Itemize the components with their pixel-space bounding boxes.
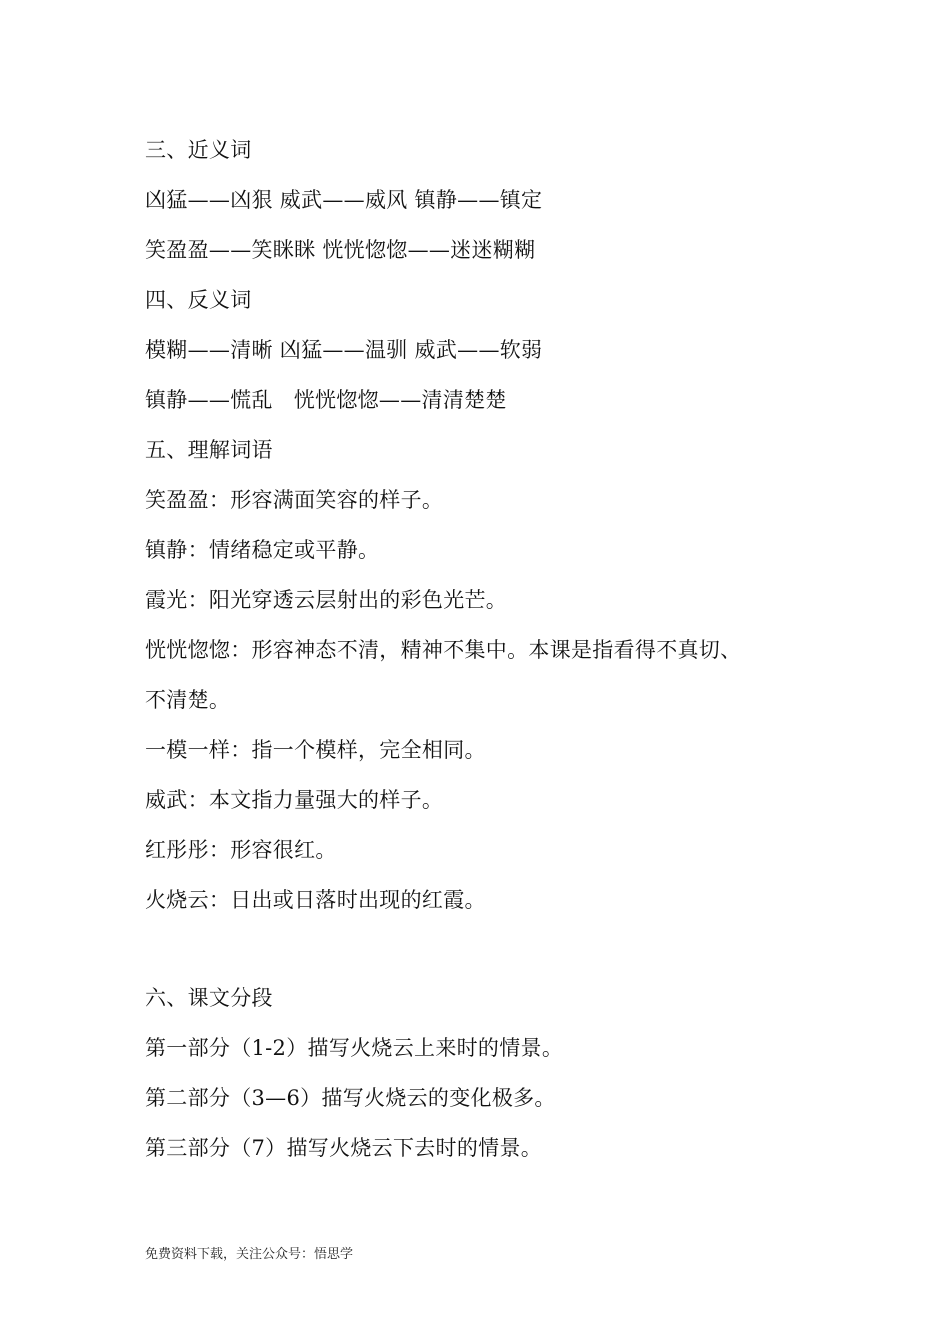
- antonyms-line-2: 镇静——慌乱 恍恍惚惚——清清楚楚: [145, 388, 507, 412]
- segment-item: 第一部分（1-2）描写火烧云上来时的情景。: [145, 1036, 564, 1060]
- definition-item: 威武：本文指力量强大的样子。: [145, 788, 444, 812]
- definition-item: 霞光：阳光穿透云层射出的彩色光芒。: [145, 588, 508, 612]
- section-heading-definitions: 五、理解词语: [145, 438, 273, 462]
- antonyms-line-1: 模糊——清晰 凶猛——温驯 威武——软弱: [145, 338, 543, 362]
- definition-item: 镇静：情绪稳定或平静。: [145, 538, 380, 562]
- section-heading-synonyms: 三、近义词: [145, 138, 252, 162]
- section-heading-segments: 六、课文分段: [145, 986, 273, 1010]
- definition-item-continuation: 不清楚。: [145, 688, 231, 712]
- definition-item: 恍恍惚惚：形容神态不清，精神不集中。本课是指看得不真切、: [145, 638, 742, 662]
- synonyms-line-2: 笑盈盈——笑眯眯 恍恍惚惚——迷迷糊糊: [145, 238, 536, 262]
- synonyms-line-1: 凶猛——凶狠 威武——威风 镇静——镇定: [145, 188, 543, 212]
- segment-item: 第三部分（7）描写火烧云下去时的情景。: [145, 1136, 543, 1160]
- definition-item: 红彤彤：形容很红。: [145, 838, 337, 862]
- page-footer: 免费资料下载，关注公众号：悟思学: [145, 1247, 354, 1262]
- definition-item: 一模一样：指一个模样，完全相同。: [145, 738, 486, 762]
- segment-item: 第二部分（3—6）描写火烧云的变化极多。: [145, 1086, 556, 1110]
- section-heading-antonyms: 四、反义词: [145, 288, 252, 312]
- definition-item: 笑盈盈：形容满面笑容的样子。: [145, 488, 444, 512]
- definition-item: 火烧云：日出或日落时出现的红霞。: [145, 888, 486, 912]
